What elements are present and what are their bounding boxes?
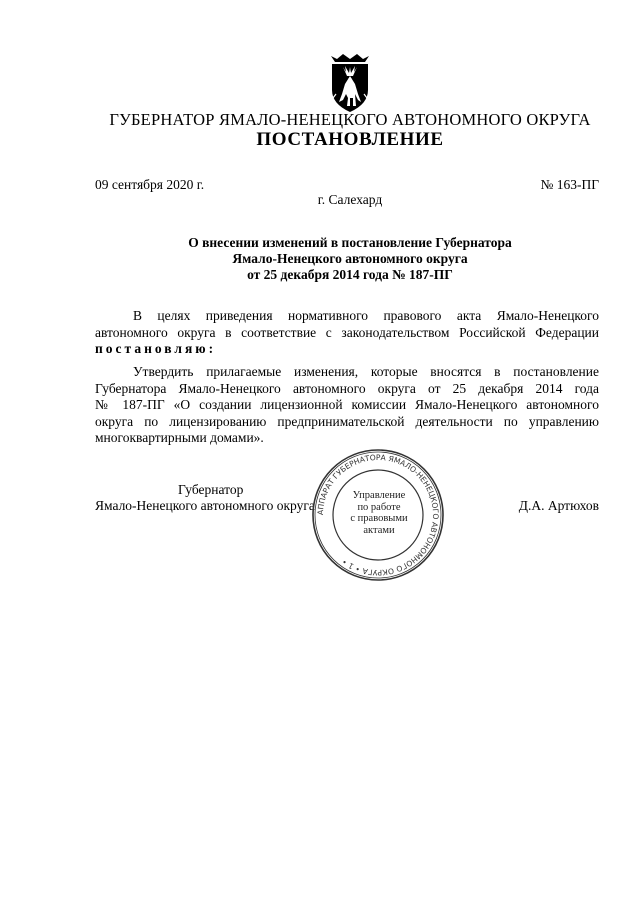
subject-line: О внесении изменений в постановление Губернатора — [188, 235, 512, 250]
document-subject — [0, 235, 640, 283]
paragraph-line: многоквартирными домами». — [95, 430, 264, 445]
operative-paragraph — [95, 364, 599, 447]
stamp-line: с правовыми — [350, 513, 408, 524]
document-number: № 163-ПГ — [540, 177, 599, 192]
preamble-paragraph — [95, 308, 599, 358]
stamp-inner-text — [340, 490, 418, 536]
signer-title-region: Ямало-Ненецкого автономного округа — [95, 498, 315, 513]
stamp-line: актами — [363, 524, 395, 536]
paragraph-line: Губернатора Ямало-Ненецкого автономного округа от 25 декабря 2014 года — [95, 380, 599, 396]
signer-title: Губернатор — [178, 482, 244, 497]
document-type-title: ПОСТАНОВЛЕНИЕ — [256, 129, 444, 150]
document-date: 09 сентября 2020 г. — [95, 177, 205, 192]
stamp-line: Управление — [352, 490, 406, 501]
governor-title: ГУБЕРНАТОР ЯМАЛО-НЕНЕЦКОГО АВТОНОМНОГО ОКРУГА — [109, 110, 591, 129]
subject-line: Ямало-Ненецкого автономного округа — [232, 251, 468, 266]
stamp-line: по работе — [357, 501, 401, 513]
subject-line: от 25 декабря 2014 года № 187-ПГ — [247, 267, 453, 282]
paragraph-line: автономного округа в соответствие с законодательством Российской Федерации — [95, 324, 599, 340]
document-city: г. Салехард — [317, 192, 383, 207]
paragraph-line: № 187-ПГ «О создании лицензионной комиссии Ямало-Ненецкого автономного — [95, 397, 599, 412]
paragraph-line: округа по лицензированию предпринимательской деятельности по управлению — [95, 413, 599, 429]
decree-word: постановляю: — [95, 341, 217, 356]
stamp-ring-text: АППАРАТ ГУБЕРНАТОРА ЯМАЛО-НЕНЕЦКОГО АВТОНОМНОГО ОКРУГА • 1 • — [315, 452, 441, 578]
paragraph-line: Утвердить прилагаемые изменения, которые вносятся в постановление — [133, 364, 599, 379]
yamal-nenets-coat-of-arms-icon — [327, 54, 373, 114]
paragraph-line: В целях приведения нормативного правового акта Ямало-Ненецкого — [133, 308, 599, 323]
signer-name: Д.А. Артюхов — [518, 498, 599, 513]
